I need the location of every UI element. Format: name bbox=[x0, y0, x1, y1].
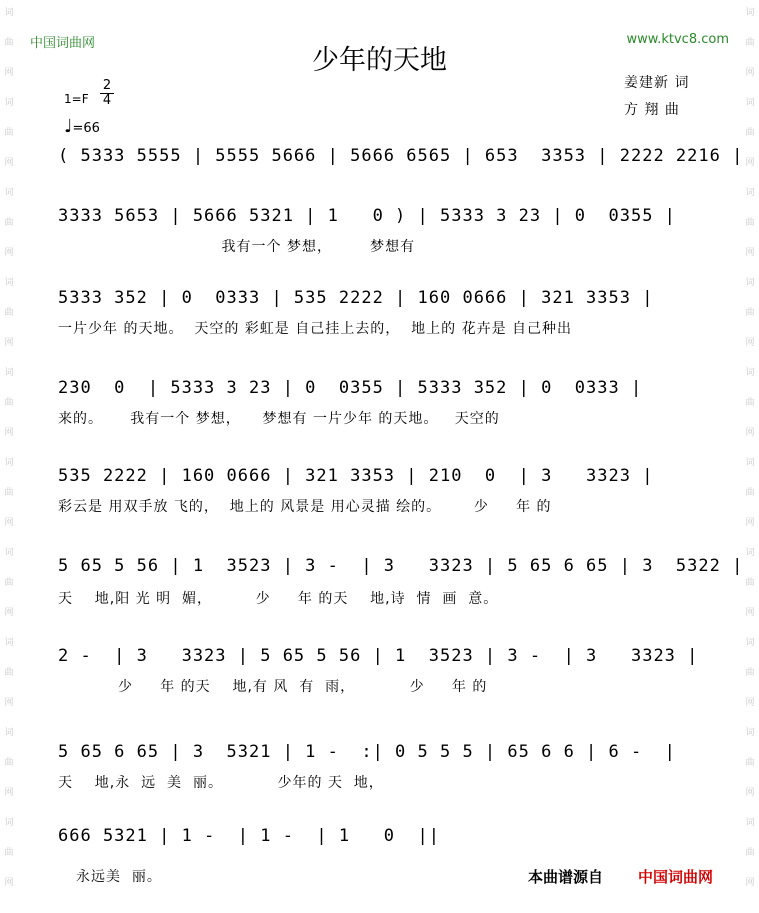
source-label: 本曲谱源自 bbox=[528, 868, 604, 886]
watermark-char: 曲 bbox=[745, 38, 755, 48]
lyrics-row: 天 地,阳 光 明 媚， 少 年 的天 地,诗 情 画 意。 bbox=[58, 591, 499, 607]
watermark-char: 网 bbox=[745, 788, 755, 798]
watermark-char: 曲 bbox=[4, 308, 14, 318]
watermark-char: 词 bbox=[4, 818, 14, 828]
watermark-char: 词 bbox=[745, 728, 755, 738]
notation-row: 3333 5653 | 5666 5321 | 1 0 ) | 5333 3 23 | 0 0355 | bbox=[58, 206, 676, 226]
watermark-char: 网 bbox=[4, 608, 14, 618]
watermark-char: 词 bbox=[4, 8, 14, 18]
watermark-char: 网 bbox=[4, 518, 14, 528]
watermark-char: 词 bbox=[4, 278, 14, 288]
watermark-char: 网 bbox=[4, 788, 14, 798]
watermark-char: 曲 bbox=[745, 218, 755, 228]
left-watermark-strip bbox=[0, 0, 18, 913]
watermark-char: 曲 bbox=[745, 848, 755, 858]
composer-credit: 方 翔 曲 bbox=[624, 102, 680, 118]
score-line bbox=[58, 146, 744, 176]
key-signature: 1=F bbox=[64, 92, 89, 106]
watermark-char: 网 bbox=[745, 428, 755, 438]
time-signature-top: 2 bbox=[102, 78, 112, 93]
watermark-char: 曲 bbox=[4, 128, 14, 138]
watermark-char: 词 bbox=[4, 728, 14, 738]
time-signature bbox=[100, 79, 114, 108]
right-watermark-strip bbox=[741, 0, 759, 913]
notation-row: ( 5333 5555 | 5555 5666 | 5666 6565 | 653 3353 | 2222 2216 | bbox=[58, 146, 744, 166]
watermark-char: 网 bbox=[4, 338, 14, 348]
watermark-char: 词 bbox=[745, 188, 755, 198]
watermark-char: 网 bbox=[745, 878, 755, 888]
watermark-char: 曲 bbox=[4, 848, 14, 858]
watermark-char: 曲 bbox=[745, 308, 755, 318]
lyrics-row: 天 地,永 远 美 丽。 少年的 天 地， bbox=[58, 775, 384, 791]
notation-row: 2 - | 3 3323 | 5 65 5 56 | 1 3523 | 3 - | 3 3323 | bbox=[58, 646, 699, 666]
score-line bbox=[58, 556, 744, 607]
score-line bbox=[58, 646, 708, 695]
watermark-char: 词 bbox=[745, 818, 755, 828]
watermark-char: 曲 bbox=[745, 128, 755, 138]
tempo-marking bbox=[64, 116, 100, 137]
watermark-char: 网 bbox=[4, 158, 14, 168]
watermark-char: 曲 bbox=[745, 398, 755, 408]
watermark-char: 网 bbox=[745, 338, 755, 348]
watermark-char: 网 bbox=[745, 158, 755, 168]
notation-row: 5333 352 | 0 0333 | 535 2222 | 160 0666 | 321 3353 | bbox=[58, 288, 654, 308]
watermark-char: 曲 bbox=[4, 758, 14, 768]
watermark-char: 曲 bbox=[4, 38, 14, 48]
watermark-char: 网 bbox=[4, 698, 14, 708]
lyrics-row: 来的。 我有一个 梦想， 梦想有 一片少年 的天地。 天空的 bbox=[58, 411, 500, 427]
watermark-char: 网 bbox=[745, 68, 755, 78]
lyrics-row: 一片少年 的天地。 天空的 彩虹是 自己挂上去的， 地上的 花卉是 自己种出 bbox=[58, 321, 573, 337]
notation-row: 5 65 5 56 | 1 3523 | 3 - | 3 3323 | 5 65 6 65 | 3 5322 | bbox=[58, 556, 744, 576]
notation-row: 666 5321 | 1 - | 1 - | 1 0 || bbox=[58, 826, 440, 846]
song-title: 少年的天地 bbox=[312, 45, 447, 76]
watermark-char: 词 bbox=[745, 368, 755, 378]
tempo-value: =66 bbox=[72, 121, 100, 136]
lyrics-row: 我有一个 梦想， 梦想有 bbox=[58, 239, 416, 255]
watermark-char: 网 bbox=[4, 248, 14, 258]
watermark-char: 曲 bbox=[4, 398, 14, 408]
score-line bbox=[58, 206, 708, 255]
watermark-char: 网 bbox=[4, 878, 14, 888]
site-url-top-right[interactable]: www.ktvc8.com bbox=[626, 32, 729, 47]
watermark-char: 曲 bbox=[745, 668, 755, 678]
watermark-char: 曲 bbox=[4, 218, 14, 228]
score-line bbox=[58, 288, 708, 337]
watermark-char: 曲 bbox=[4, 668, 14, 678]
watermark-char: 曲 bbox=[745, 758, 755, 768]
notation-row: 535 2222 | 160 0666 | 321 3353 | 210 0 | 3 3323 | bbox=[58, 466, 654, 486]
watermark-char: 词 bbox=[4, 368, 14, 378]
watermark-char: 曲 bbox=[745, 578, 755, 588]
watermark-char: 曲 bbox=[745, 488, 755, 498]
notation-row: 5 65 6 65 | 3 5321 | 1 - :| 0 5 5 5 | 65 6 6 | 6 - | bbox=[58, 742, 676, 762]
source-site-link[interactable]: 中国词曲网 bbox=[638, 868, 714, 886]
lyrics-row: 永远美 丽。 bbox=[76, 869, 162, 885]
watermark-char: 网 bbox=[745, 608, 755, 618]
watermark-char: 网 bbox=[4, 428, 14, 438]
watermark-char: 词 bbox=[4, 548, 14, 558]
lyrics-row: 少 年 的天 地,有 风 有 雨， 少 年 的 bbox=[58, 679, 488, 695]
score-line bbox=[58, 742, 708, 791]
lyrics-row: 彩云是 用双手放 飞的， 地上的 风景是 用心灵描 绘的。 少 年 的 bbox=[58, 499, 552, 515]
watermark-char: 词 bbox=[745, 278, 755, 288]
score-line bbox=[58, 378, 708, 427]
site-name-top-left[interactable]: 中国词曲网 bbox=[30, 36, 96, 51]
score-line bbox=[58, 466, 708, 515]
watermark-char: 词 bbox=[4, 458, 14, 468]
watermark-char: 词 bbox=[4, 98, 14, 108]
watermark-char: 词 bbox=[4, 188, 14, 198]
watermark-char: 词 bbox=[745, 8, 755, 18]
watermark-char: 词 bbox=[745, 548, 755, 558]
watermark-char: 词 bbox=[745, 458, 755, 468]
lyricist-credit: 姜建新 词 bbox=[624, 75, 690, 91]
watermark-char: 网 bbox=[745, 248, 755, 258]
watermark-char: 曲 bbox=[4, 578, 14, 588]
watermark-char: 词 bbox=[745, 638, 755, 648]
credits bbox=[624, 70, 689, 124]
watermark-char: 网 bbox=[745, 698, 755, 708]
watermark-char: 词 bbox=[4, 638, 14, 648]
watermark-char: 词 bbox=[745, 98, 755, 108]
watermark-char: 网 bbox=[4, 68, 14, 78]
watermark-char: 网 bbox=[745, 518, 755, 528]
notation-row: 230 0 | 5333 3 23 | 0 0355 | 5333 352 | 0 0333 | bbox=[58, 378, 643, 398]
watermark-char: 曲 bbox=[4, 488, 14, 498]
quarter-note-icon: ♩ bbox=[64, 116, 73, 137]
time-signature-bottom: 4 bbox=[100, 93, 114, 108]
